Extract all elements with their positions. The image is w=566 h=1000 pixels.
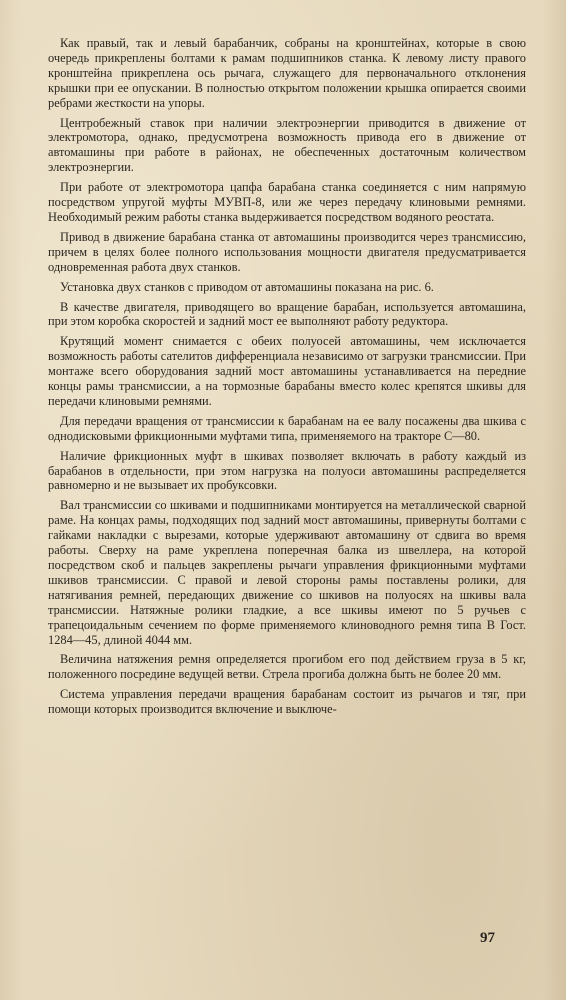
paragraph: Крутящий момент снимается с обеих полуосей автомашины, чем исключается возможность работы сателитов дифференциала независимо от загрузки трансмиссии. При монтаже всего оборудования задний мост автомашины устанавливается на передние концы рамы трансмиссии, а на тормозные барабаны вместо колес крепятся шкивы для передачи клиновыми ремнями. xyxy=(48,334,526,408)
paragraph: Вал трансмиссии со шкивами и подшипниками монтируется на металлической сварной раме. На концах рамы, подходящих под задний мост автомашины, привернуты болтами с гайками накладки с вырезами, которые удерживают автомашину от сдвига во время работы. Сверху на раме укреплена поперечная балка из швеллера, на которой посредством скоб и пальцев закреплены рычаги управления фрикционными муфтами шкивов трансмиссии. С правой и левой стороны рамы поставлены ролики, для натягивания ремней, передающих движение со шкивов на полуосях на шкивы вала трансмиссии. Натяжные ролики гладкие, а все шкивы имеют по 5 ручьев с трапецоидальным сечением по форме применяемого клиноводного ремня типа В Гост. 1284—45, длиной 4044 мм. xyxy=(48,498,526,647)
paragraph: При работе от электромотора цапфа барабана станка соединяется с ним напрямую посредством упругой муфты МУВП-8, или же через передачу клиновыми ремнями. Необходимый режим работы станка выдерживается посредством водяного реостата. xyxy=(48,180,526,224)
paragraph: Наличие фрикционных муфт в шкивах позволяет включать в работу каждый из барабанов в отдельности, при этом нагрузка на полуоси автомашины распределяется равномерно и не вызывает их пробуксовки. xyxy=(48,448,526,493)
page-number: 97 xyxy=(480,930,495,946)
paragraph: Величина натяжения ремня определяется прогибом его под действием груза в 5 кг, положенного посредине ведущей ветви. Стрела прогиба должна быть не более 20 мм. xyxy=(48,652,526,682)
paragraph: Как правый, так и левый барабанчик, собраны на кронштейнах, которые в свою очередь прикреплены болтами к рамам подшипников станка. К левому листу правого кронштейна прикреплена ось рычага, служащего для первоначального отклонения крышки при ее опускании. В полностью открытом положении крышка опирается своими ребрами жесткости на упоры. xyxy=(48,36,526,110)
paragraph: В качестве двигателя, приводящего во вращение барабан, используется автомашина, при этом коробка скоростей и задний мост ее выполняют работу редуктора. xyxy=(48,299,526,329)
paragraph: Система управления передачи вращения барабанам состоит из рычагов и тяг, при помощи которых производится включение и выключе- xyxy=(48,687,526,717)
paragraph: Установка двух станков с приводом от автомашины показана на рис. 6. xyxy=(60,279,434,294)
paragraph: Привод в движение барабана станка от автомашины производится через трансмиссию, причем в целях более полного использования мощности двигателя предусматривается одновременная работа двух станков. xyxy=(48,229,526,274)
paragraph: Для передачи вращения от трансмиссии к барабанам на ее валу посажены два шкива с однодисковыми фрикционными муфтами типа, применяемого на тракторе С—80. xyxy=(48,413,526,443)
paragraph: Центробежный ставок при наличии электроэнергии приводится в движение от электромотора, однако, предусмотрена возможность привода его в движение от автомашины при работе в районах, не обеспеченных достаточным количеством электроэнергии. xyxy=(48,115,526,175)
page-text xyxy=(48,36,526,722)
